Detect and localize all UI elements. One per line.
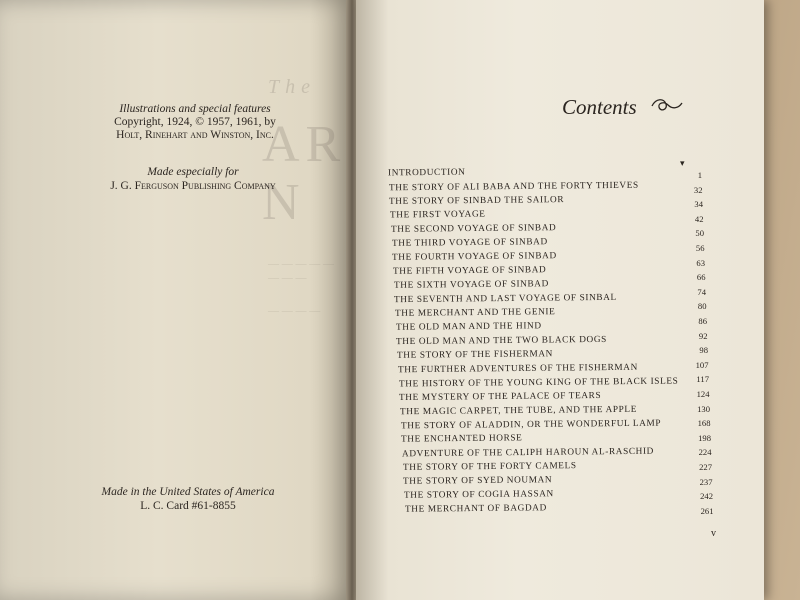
toc-page-number: 224	[698, 447, 712, 458]
toc-page-number: 42	[694, 213, 704, 224]
toc-page-number: 80	[697, 301, 707, 312]
toc-page-number: 130	[697, 403, 710, 414]
toc-page-number: 86	[698, 316, 707, 326]
toc-page-number: 98	[699, 345, 708, 356]
copyright-line: Holt, Rinehart and Winston, Inc.	[116, 129, 274, 141]
toc-page-number: 124	[696, 389, 710, 399]
toc-entry-title: INTRODUCTION	[387, 167, 466, 179]
toc-page-number: 242	[700, 491, 713, 502]
toc-entry-title: THE STORY OF SINBAD THE SAILOR	[389, 195, 565, 207]
toc-page-number: 168	[697, 418, 711, 429]
toc-entry-title: THE OLD MAN AND THE HIND	[395, 321, 542, 333]
table-of-contents	[356, 0, 764, 600]
toc-page-number: 74	[697, 286, 706, 297]
toc-page-number: 198	[698, 432, 711, 443]
toc-page-number: 56	[695, 243, 705, 253]
toc-entry-title: THE HISTORY OF THE YOUNG KING OF THE BLACK ISLES	[398, 376, 678, 390]
copyright-line: Illustrations and special features	[119, 103, 271, 115]
toc-entry-title: THE MERCHANT OF BAGDAD	[404, 503, 547, 515]
toc-entry-title: THE ENCHANTED HORSE	[401, 433, 523, 445]
toc-page-number: 227	[699, 462, 712, 472]
toc-entry-title: THE FIRST VOYAGE	[390, 209, 486, 221]
contents-top-marker: ▾	[680, 158, 685, 168]
toc-page-number: 117	[696, 374, 709, 385]
toc-page-number: 261	[700, 505, 714, 516]
toc-entry-title: THE MAGIC CARPET, THE TUBE, AND THE APPLE	[399, 404, 637, 418]
toc-entry-title: THE SECOND VOYAGE OF SINBAD	[390, 223, 557, 235]
toc-entry-title: THE SIXTH VOYAGE OF SINBAD	[393, 279, 549, 291]
contents-title: Contents	[562, 95, 637, 119]
publisher-note	[88, 165, 298, 193]
toc-entry-title: THE STORY OF THE FORTY CAMELS	[402, 461, 577, 473]
toc-entry-title: THE STORY OF ALADDIN, OR THE WONDERFUL LAMP	[400, 418, 661, 432]
toc-page-number: 107	[695, 359, 709, 370]
toc-entry-title: THE THIRD VOYAGE OF SINBAD	[391, 237, 548, 249]
toc-entry-title: THE FIFTH VOYAGE OF SINBAD	[392, 265, 547, 277]
publisher-line: J. G. Ferguson Publishing Company	[110, 180, 276, 192]
toc-entry-title: ADVENTURE OF THE CALIPH HAROUN AL-RASCHID	[401, 446, 654, 460]
toc-page-number: 63	[696, 257, 705, 268]
copyright-notice	[90, 103, 300, 142]
toc-entry-title: THE STORY OF THE FISHERMAN	[397, 349, 554, 361]
toc-page-number: 32	[693, 184, 703, 195]
toc-entry-title: THE STORY OF COGIA HASSAN	[404, 489, 554, 501]
toc-page-number: 1	[697, 170, 702, 180]
library-card-number: L. C. Card #61-8855	[140, 500, 236, 512]
toc-entry-title: THE MYSTERY OF THE PALACE OF TEARS	[399, 390, 602, 404]
toc-entry-title: THE OLD MAN AND THE TWO BLACK DOGS	[396, 334, 608, 348]
publisher-line: Made especially for	[147, 166, 239, 178]
toc-entry-title: THE MERCHANT AND THE GENIE	[394, 307, 556, 319]
toc-entry-title: THE FOURTH VOYAGE OF SINBAD	[392, 251, 557, 263]
toc-entry-title: THE FURTHER ADVENTURES OF THE FISHERMAN	[397, 362, 638, 376]
toc-entry-title: THE STORY OF SYED NOUMAN	[403, 475, 553, 487]
show-through-title: The AR N	[262, 76, 347, 231]
toc-page-number: 92	[698, 330, 708, 341]
toc-page-number: 237	[699, 476, 713, 487]
show-through-text: — — — —	[268, 305, 321, 317]
toc-page-number: 34	[694, 199, 703, 210]
copyright-line: Copyright, 1924, © 1957, 1961, by	[114, 116, 276, 128]
right-page	[356, 0, 764, 600]
show-through-text: — — — — —	[268, 258, 334, 270]
contents-bottom-marker: v	[711, 528, 716, 539]
printing-line: Made in the United States of America	[101, 486, 275, 498]
toc-entry-title: THE STORY OF ALI BABA AND THE FORTY THIEVES	[388, 180, 639, 194]
printing-note	[78, 485, 298, 513]
toc-page-number: 50	[695, 228, 704, 239]
toc-page-number: 66	[696, 272, 706, 283]
toc-entry-title: THE SEVENTH AND LAST VOYAGE OF SINBAL	[394, 292, 618, 306]
left-page	[0, 0, 352, 600]
show-through-text: — — —	[268, 272, 307, 284]
